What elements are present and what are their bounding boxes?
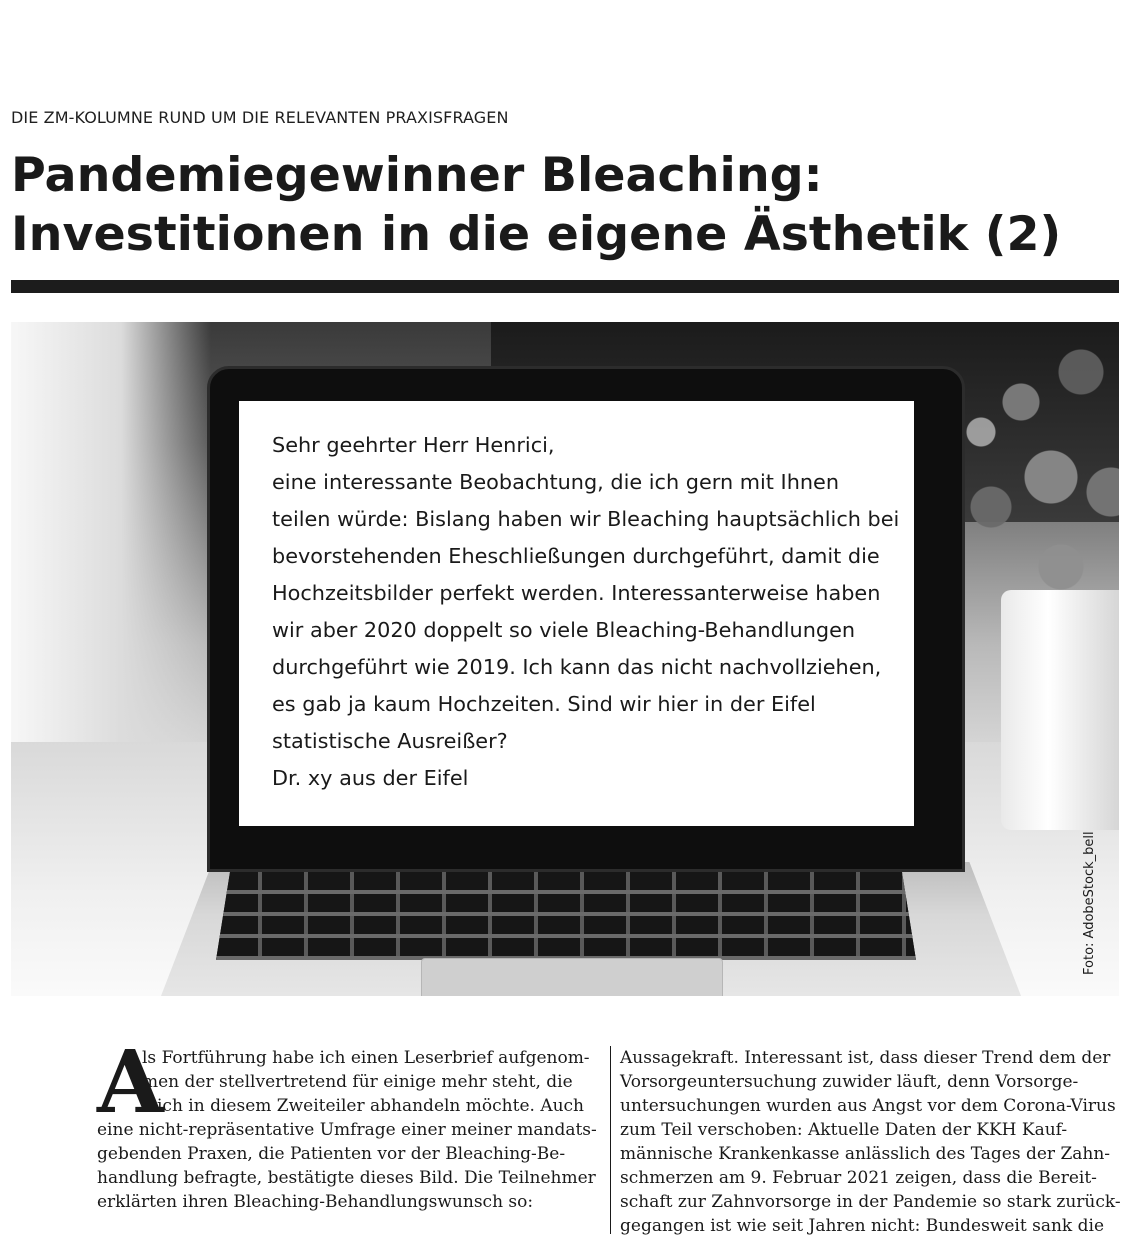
letter-line: es gab ja kaum Hochzeiten. Sind wir hier in der Eifel xyxy=(272,692,816,716)
body-line: zum Teil verschoben: Aktuelle Daten der KKH Kauf- xyxy=(620,1120,1068,1140)
body-line: Vorsorgeuntersuchung zuwider läuft, denn Vorsorge- xyxy=(620,1072,1079,1092)
body-column-left xyxy=(97,1046,597,1214)
headline-rule xyxy=(11,280,1119,293)
headline xyxy=(11,146,1121,264)
column-divider xyxy=(610,1046,611,1234)
laptop-photo xyxy=(11,322,1119,996)
body-line: männische Krankenkasse anlässlich des Tages der Zahn- xyxy=(620,1144,1111,1164)
letter-line: wir aber 2020 doppelt so viele Bleaching-Behandlungen xyxy=(272,618,856,642)
reader-letter xyxy=(272,427,902,797)
letter-signature: Dr. xy aus der Eifel xyxy=(272,766,469,790)
body-line: schmerzen am 9. Februar 2021 zeigen, dass die Bereit- xyxy=(620,1168,1097,1188)
body-line: ich in diesem Zweiteiler abhandeln möchte. Auch xyxy=(157,1096,585,1116)
plant-foliage xyxy=(941,322,1119,612)
letter-line: Sehr geehrter Herr Henrici, xyxy=(272,433,555,457)
body-line: Aussagekraft. Interessant ist, dass dieser Trend dem der xyxy=(620,1048,1111,1068)
body-line: men der stellvertretend für einige mehr steht, die xyxy=(142,1072,573,1092)
body-line: gegangen ist wie seit Jahren nicht: Bundesweit sank die xyxy=(620,1216,1105,1236)
body-line: untersuchungen wurden aus Angst vor dem Corona-Virus xyxy=(620,1096,1116,1116)
laptop-trackpad xyxy=(421,958,723,996)
letter-line: bevorstehenden Eheschließungen durchgeführt, damit die xyxy=(272,544,880,568)
letter-line: durchgeführt wie 2019. Ich kann das nicht nachvollziehen, xyxy=(272,655,882,679)
headline-line-1: Pandemiegewinner Bleaching: xyxy=(11,148,823,203)
laptop-keyboard xyxy=(216,872,916,960)
photo-credit: Foto: AdobeStock_bell xyxy=(1082,831,1097,975)
body-line: schaft zur Zahnvorsorge in der Pandemie so stark zurück- xyxy=(620,1192,1121,1212)
laptop-screen xyxy=(239,401,914,826)
body-line: ls Fortführung habe ich einen Leserbrief aufgenom- xyxy=(142,1048,590,1068)
body-line: handlung befragte, bestätigte dieses Bild. Die Teilnehmer xyxy=(97,1168,596,1188)
letter-line: statistische Ausreißer? xyxy=(272,729,508,753)
body-column-right xyxy=(620,1046,1120,1238)
body-line: erklärten ihren Bleaching-Behandlungswunsch so: xyxy=(97,1192,534,1212)
body-line: gebenden Praxen, die Patienten vor der Bleaching-Be- xyxy=(97,1144,566,1164)
letter-line: teilen würde: Bislang haben wir Bleaching hauptsächlich bei xyxy=(272,507,900,531)
letter-line: eine interessante Beobachtung, die ich gern mit Ihnen xyxy=(272,470,840,494)
letter-line: Hochzeitsbilder perfekt werden. Interessanterweise haben xyxy=(272,581,881,605)
column-kicker: DIE ZM-KOLUMNE RUND UM DIE RELEVANTEN PRAXISFRAGEN xyxy=(11,108,509,127)
drop-cap: A xyxy=(97,1032,164,1133)
body-line: eine nicht-repräsentative Umfrage einer meiner mandats- xyxy=(97,1120,597,1140)
headline-line-2: Investitionen in die eigene Ästhetik (2) xyxy=(11,207,1062,262)
plant-pot xyxy=(1001,590,1119,830)
